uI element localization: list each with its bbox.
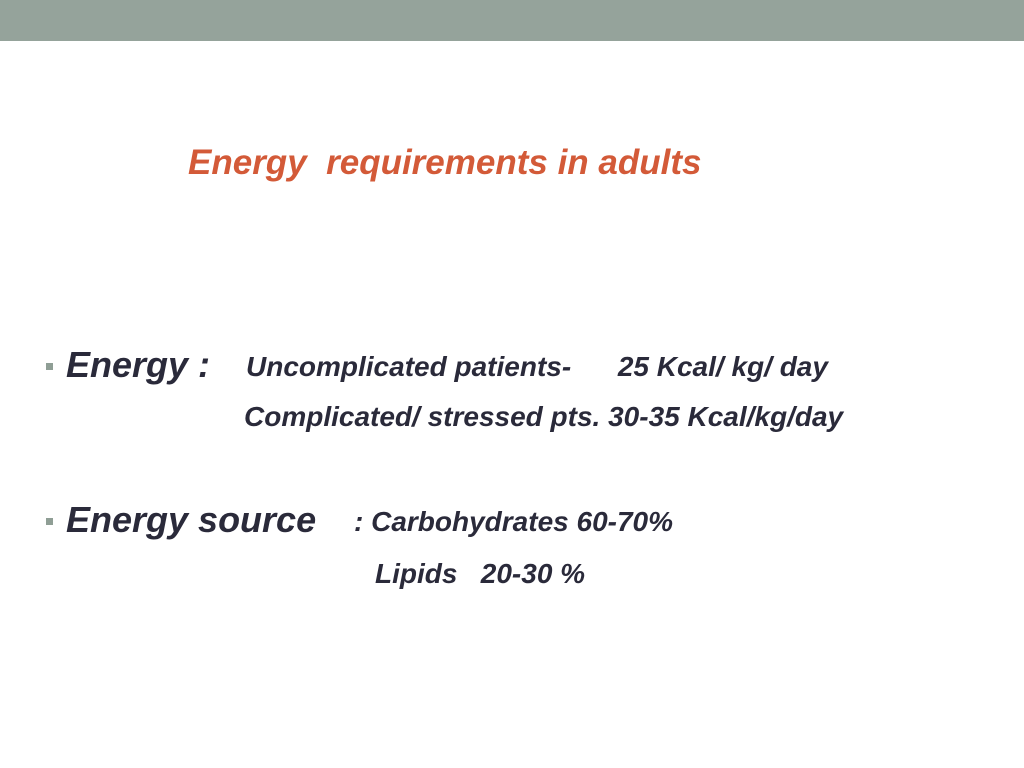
bullet-line-lipids: Lipids 20-30 % xyxy=(375,558,586,589)
bullet-square-icon xyxy=(46,363,53,370)
top-band xyxy=(0,0,1024,41)
bullet-term-energy: Energy : xyxy=(66,344,211,385)
bullet-line-uncomplicated: Uncomplicated patients- 25 Kcal/ kg/ day xyxy=(246,351,828,382)
bullet-line-carbohydrates: : Carbohydrates 60-70% xyxy=(354,506,674,537)
slide-title: Energy requirements in adults xyxy=(188,143,702,182)
bullet-term-energy-source: Energy source xyxy=(66,499,317,540)
bullet-line-complicated: Complicated/ stressed pts. 30-35 Kcal/kg/day xyxy=(244,401,844,432)
bullet-square-icon xyxy=(46,518,53,525)
